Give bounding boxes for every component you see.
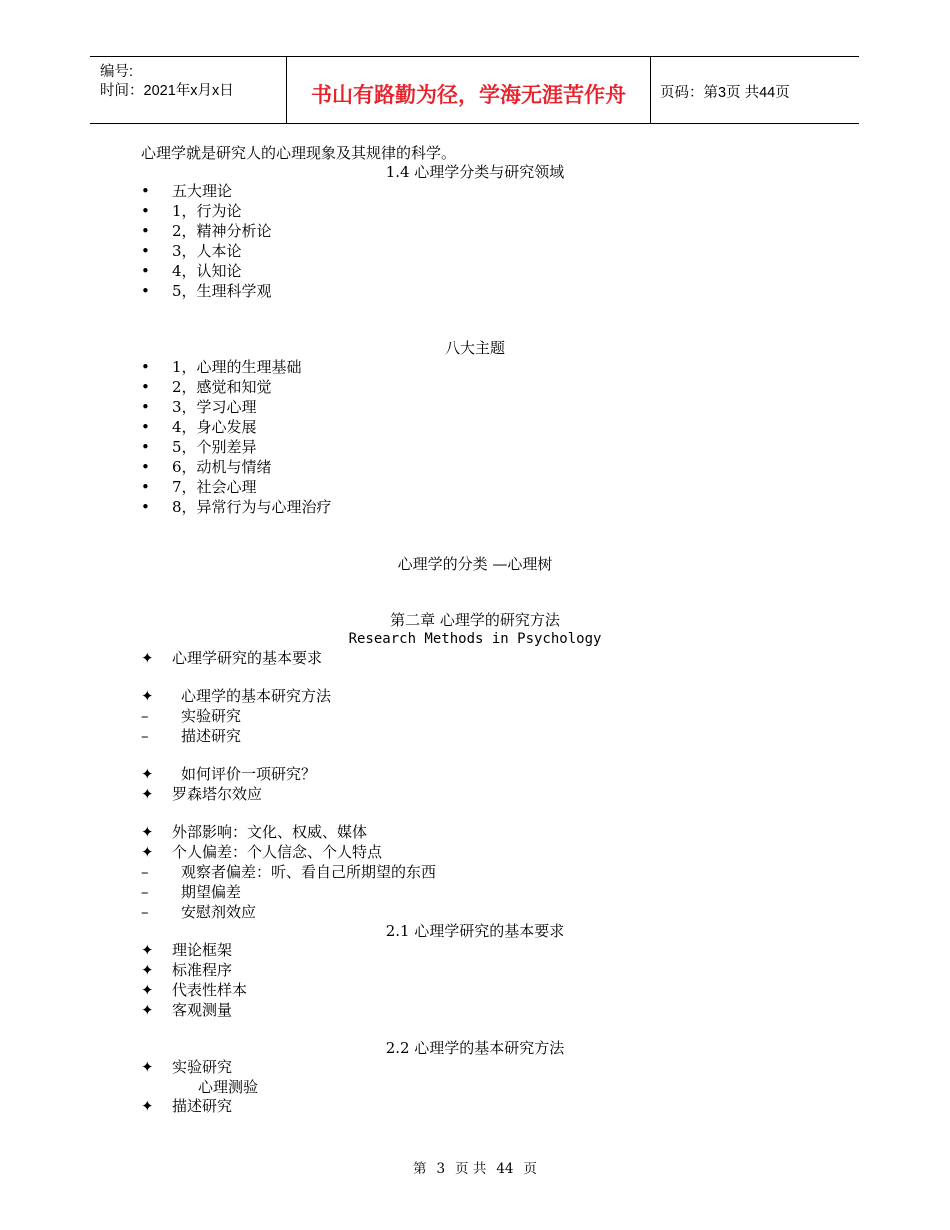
- bullet-dot: •: [141, 282, 150, 300]
- list-item: 2，精神分析论: [172, 222, 272, 240]
- time-label: 时间：2021年x月x日: [100, 83, 234, 99]
- footer-suffix: 页: [523, 1161, 538, 1177]
- bullet-dash: –: [141, 903, 149, 921]
- bullet-star-icon: ✦: [141, 1001, 154, 1019]
- intro-text: 心理学就是研究人的心理现象及其规律的科学。: [141, 144, 457, 162]
- page-header: [90, 56, 859, 124]
- bullet-dot: •: [141, 222, 150, 240]
- bullet-star-icon: ✦: [141, 843, 154, 861]
- bullet-star-icon: ✦: [141, 1058, 154, 1076]
- header-left-cell: [90, 57, 286, 123]
- list-item: 罗森塔尔效应: [172, 785, 263, 803]
- page-label: 页码：第3页 共44页: [660, 85, 790, 101]
- list-item: 心理学的基本研究方法: [181, 687, 332, 705]
- list-item: 理论框架: [172, 941, 233, 959]
- bullet-dot: •: [141, 498, 150, 516]
- chapter-title: 第二章 心理学的研究方法: [390, 611, 560, 629]
- bullet-dash: –: [141, 707, 149, 725]
- eight-themes-heading: 八大主题: [444, 339, 505, 357]
- header-right-cell: [650, 57, 859, 123]
- list-item: 期望偏差: [181, 883, 242, 901]
- list-item: 心理测验: [198, 1078, 259, 1096]
- footer-page-number: 3: [436, 1161, 446, 1177]
- bullet-star-icon: ✦: [141, 785, 154, 803]
- list-item: 描述研究: [172, 1097, 233, 1115]
- footer-total-pages: 44: [496, 1161, 514, 1177]
- bullet-star-icon: ✦: [141, 687, 154, 705]
- list-item: 外部影响：文化、权威、媒体: [172, 823, 368, 841]
- bullet-dot: •: [141, 458, 150, 476]
- bullet-star-icon: ✦: [141, 765, 154, 783]
- bullet-dot: •: [141, 242, 150, 260]
- list-item: 标准程序: [172, 961, 233, 979]
- list-item: 7，社会心理: [172, 478, 257, 496]
- list-item: 5，个别差异: [172, 438, 257, 456]
- number-label: 编号:: [100, 64, 134, 80]
- bullet-star-icon: ✦: [141, 1097, 154, 1115]
- header-motto-cell: [286, 57, 651, 123]
- list-item: 描述研究: [181, 727, 242, 745]
- list-item: 2，感觉和知觉: [172, 378, 272, 396]
- list-item: 8，异常行为与心理治疗: [172, 498, 332, 516]
- footer-prefix: 第: [412, 1161, 427, 1177]
- list-item: 5，生理科学观: [172, 282, 272, 300]
- section-1-4-heading: 1.4 心理学分类与研究领域: [385, 163, 565, 181]
- list-item: 安慰剂效应: [181, 903, 257, 921]
- list-item: 3，学习心理: [172, 398, 257, 416]
- bullet-dot: •: [141, 438, 150, 456]
- list-item: 实验研究: [181, 707, 242, 725]
- list-item: 4，认知论: [172, 262, 242, 280]
- list-item: 4，身心发展: [172, 418, 257, 436]
- bullet-dash: –: [141, 863, 149, 881]
- bullet-dot: •: [141, 398, 150, 416]
- list-item: 个人偏差：个人信念、个人特点: [172, 843, 383, 861]
- bullet-star-icon: ✦: [141, 981, 154, 999]
- list-item: 五大理论: [172, 182, 233, 200]
- list-item: 客观测量: [172, 1001, 233, 1019]
- section-2-2-heading: 2.2 心理学的基本研究方法: [385, 1039, 565, 1057]
- bullet-dot: •: [141, 378, 150, 396]
- bullet-star-icon: ✦: [141, 823, 154, 841]
- list-item: 实验研究: [172, 1058, 233, 1076]
- list-item: 6，动机与情绪: [172, 458, 272, 476]
- bullet-dot: •: [141, 358, 150, 376]
- list-item: 3，人本论: [172, 242, 242, 260]
- bullet-dot: •: [141, 182, 150, 200]
- chapter-subtitle: Research Methods in Psychology: [348, 631, 602, 647]
- footer-mid: 页 共: [455, 1161, 487, 1177]
- section-2-1-heading: 2.1 心理学研究的基本要求: [385, 922, 565, 940]
- bullet-star-icon: ✦: [141, 649, 154, 667]
- list-item: 观察者偏差：听、看自己所期望的东西: [181, 863, 437, 881]
- list-item: 代表性样本: [172, 981, 248, 999]
- bullet-dash: –: [141, 883, 149, 901]
- list-item: 如何评价一项研究？: [181, 765, 317, 783]
- page-footer: [0, 1157, 950, 1177]
- bullet-dot: •: [141, 262, 150, 280]
- bullet-dot: •: [141, 418, 150, 436]
- bullet-star-icon: ✦: [141, 961, 154, 979]
- list-item: 1，行为论: [172, 202, 242, 220]
- list-item: 心理学研究的基本要求: [172, 649, 323, 667]
- list-item: 1，心理的生理基础: [172, 358, 302, 376]
- motto: 书山有路勤为径，学海无涯苦作舟: [311, 83, 626, 107]
- classification-heading: 心理学的分类 —心理树: [397, 555, 553, 573]
- bullet-dot: •: [141, 202, 150, 220]
- bullet-star-icon: ✦: [141, 941, 154, 959]
- bullet-dot: •: [141, 478, 150, 496]
- bullet-dash: –: [141, 727, 149, 745]
